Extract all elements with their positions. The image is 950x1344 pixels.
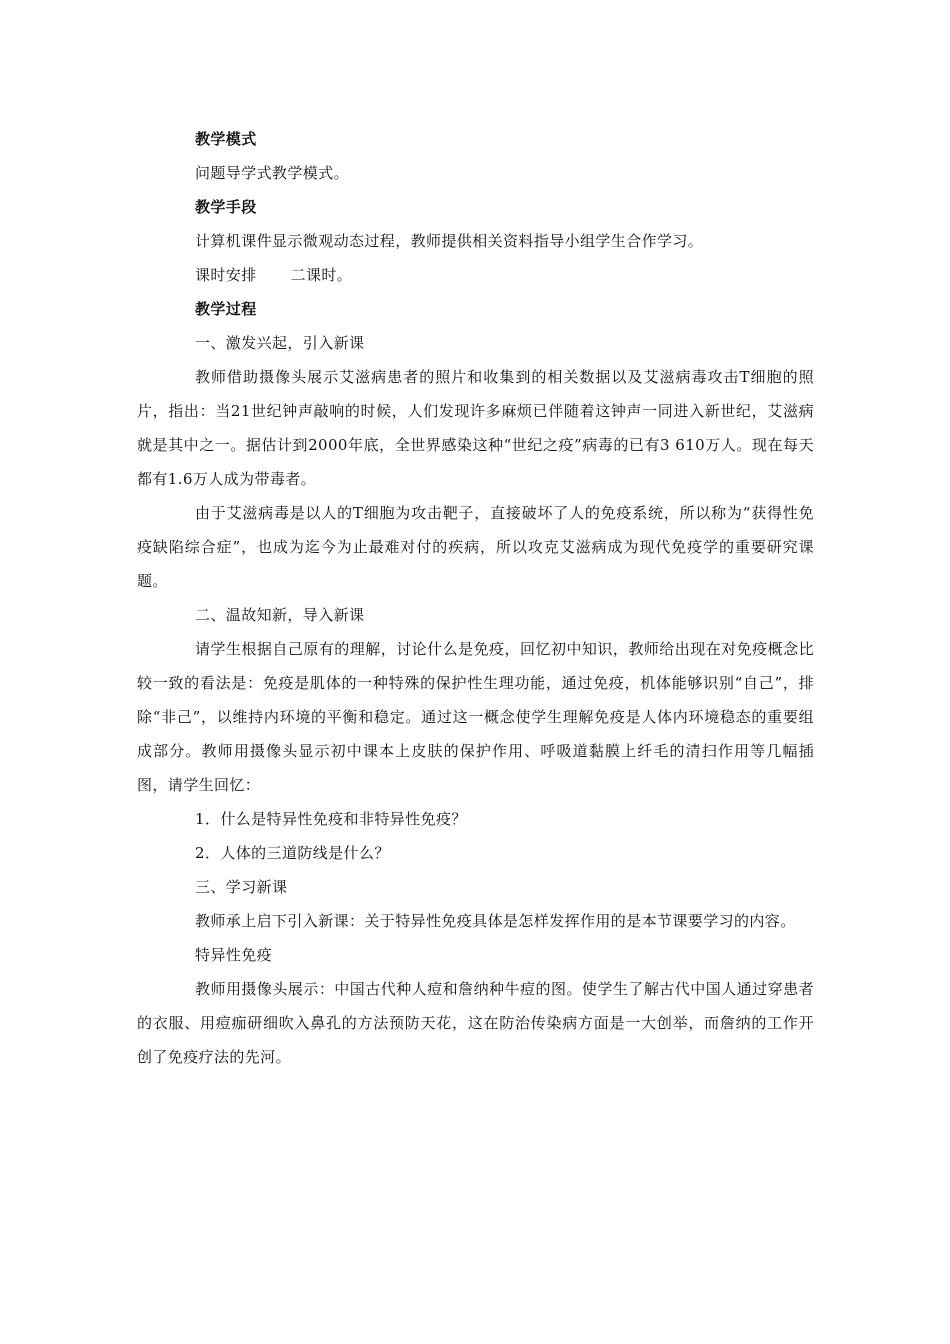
- section2-question1: 1．什么是特异性免疫和非特异性免疫？: [195, 810, 467, 828]
- teaching-means-heading: 教学手段: [195, 198, 257, 216]
- schedule-line: [137, 258, 814, 292]
- section2-paragraph1: 请学生根据自己原有的理解，讨论什么是免疫，回忆初中知识，教师给出现在对免疫概念比较一致的看法是：免疫是肌体的一种特殊的保护性生理功能，通过免疫，机体能够识别“自己”，排除“非己”，以维持内环境的平衡和稳定。通过这一概念使学生理解免疫是人体内环境稳态的重要组成部分。教师用摄像头显示初中课本上皮肤的保护作用、呼吸道黏膜上纤毛的清扫作用等几幅插图，请学生回忆：: [137, 640, 814, 794]
- section1-title: 一、激发兴起，引入新课: [195, 334, 365, 352]
- section3-paragraph1: 教师承上启下引入新课：关于特异性免疫具体是怎样发挥作用的是本节课要学习的内容。: [195, 912, 796, 930]
- section3-subheading: 特异性免疫: [195, 946, 273, 964]
- section2-question2: 2．人体的三道防线是什么？: [195, 844, 390, 862]
- schedule-label: 课时安排: [195, 266, 257, 284]
- section1-paragraph2: 由于艾滋病毒是以人的T细胞为攻击靶子，直接破坏了人的免疫系统，所以称为“获得性免疫缺陷综合症”，也成为迄今为止最难对付的疾病，所以攻克艾滋病成为现代免疫学的重要研究课题。: [137, 504, 814, 590]
- teaching-mode-text: 问题导学式教学模式。: [195, 164, 350, 182]
- section3-paragraph2: 教师用摄像头展示：中国古代种人痘和詹纳种牛痘的图。使学生了解古代中国人通过穿患者的衣服、用痘痂研细吹入鼻孔的方法预防天花，这在防治传染病方面是一大创举，而詹纳的工作开创了免疫疗法的先河。: [137, 980, 814, 1066]
- schedule-value: 二课时。: [290, 266, 353, 284]
- teaching-process-heading: 教学过程: [195, 300, 257, 318]
- teaching-means-text: 计算机课件显示微观动态过程，教师提供相关资料指导小组学生合作学习。: [195, 232, 704, 250]
- section2-title: 二、温故知新，导入新课: [195, 606, 365, 624]
- teaching-mode-heading: 教学模式: [195, 130, 257, 148]
- section3-title: 三、学习新课: [195, 878, 288, 896]
- document-body: [137, 122, 814, 1074]
- section1-paragraph1: 教师借助摄像头展示艾滋病患者的照片和收集到的相关数据以及艾滋病毒攻击T细胞的照片，指出：当21世纪钟声敲响的时候，人们发现许多麻烦已伴随着这钟声一同进入新世纪，艾滋病就是其中之一。据估计到2000年底，全世界感染这种“世纪之疫”病毒的已有3 610万人。现在每天都有1.6万人成为带毒者。: [137, 368, 814, 488]
